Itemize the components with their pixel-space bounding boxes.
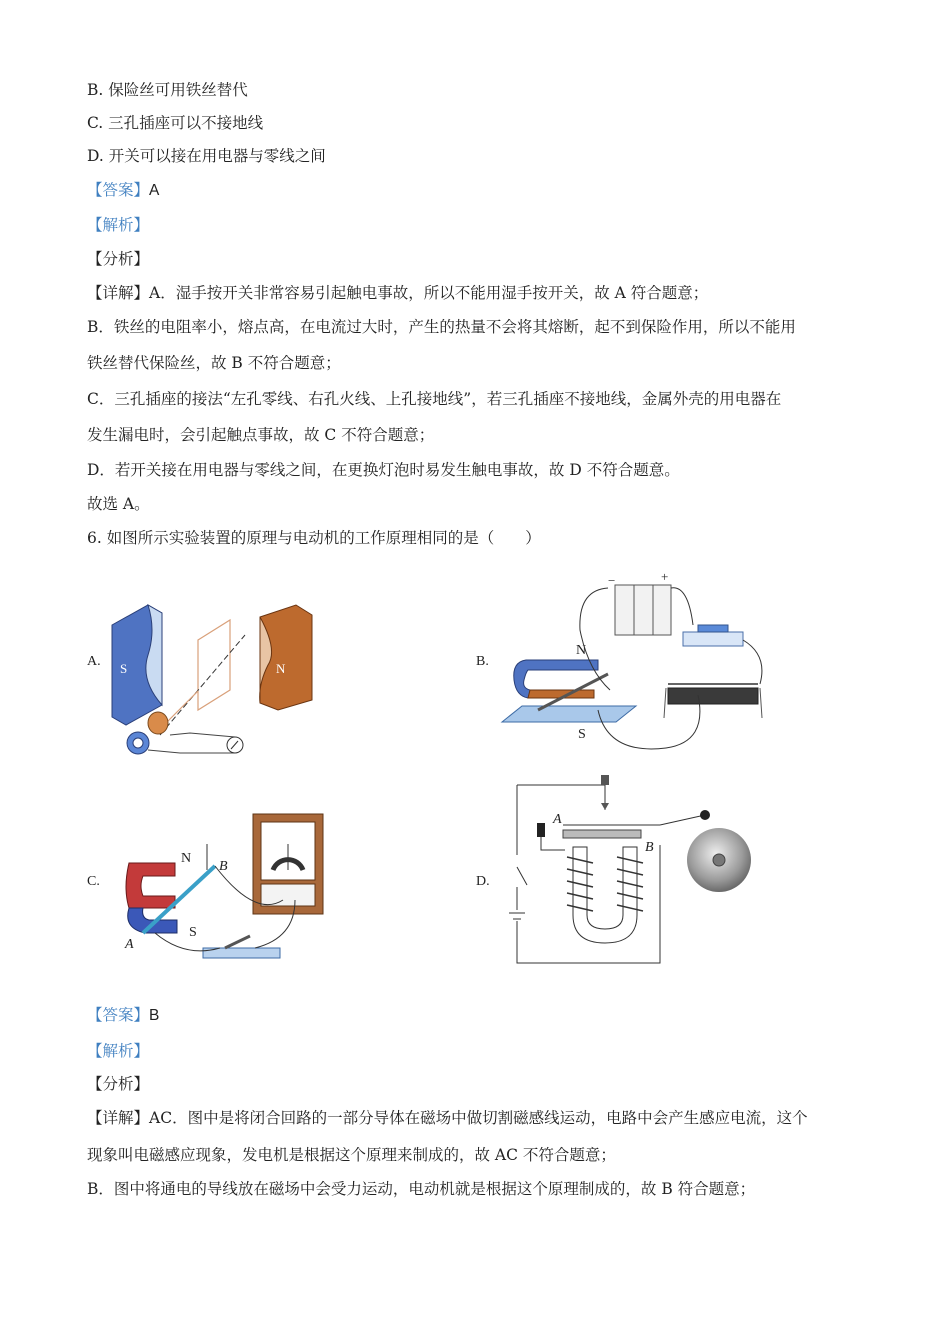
d-hammer (700, 810, 710, 820)
q5-detail-d: D．若开关接在用电器与零线之间，在更换灯泡时易发生触电事故，故 D 不符合题意。 (87, 461, 680, 479)
figure-d-label: D. (476, 874, 490, 889)
wire-b2 (671, 588, 693, 625)
q6-answer-value: B (149, 1007, 160, 1024)
q5-detail-b1: B．铁丝的电阻率小，熔点高，在电流过大时，产生的热量不会将其熔断，起不到保险作用，所以不能用 (87, 318, 796, 336)
answer-value: A (149, 182, 160, 199)
switch-lever (698, 625, 728, 632)
slip-ring-1 (148, 712, 168, 734)
c-magnet-s (128, 908, 177, 933)
b-pole-s: S (578, 727, 586, 742)
q6-fenxi-tag: 【分析】 (87, 1075, 150, 1093)
q5-fenxi-tag: 【分析】 (87, 250, 150, 268)
q6-detail-ac2: 现象叫电磁感应现象，发电机是根据这个原理来制成的，故 AC 不符合题意； (87, 1146, 616, 1164)
coil-lead (166, 691, 198, 723)
xiangjie-tag: 【详解】 (87, 284, 150, 302)
switch-base (683, 632, 743, 646)
galvanometer-terminals (261, 884, 315, 906)
c-point-a: A (125, 937, 134, 952)
coil-axis (160, 635, 245, 735)
coil-frame (198, 620, 230, 710)
battery (615, 585, 671, 635)
magnet-n-letter: N (276, 661, 286, 676)
c-magnet-n (126, 863, 175, 908)
q6-answer-tag: 【答案】 (87, 1006, 150, 1024)
figure-b-motor (498, 570, 788, 755)
detail-a: A．湿手按开关非常容易引起触电事故，所以不能用湿手按开关，故 A 符合题意； (149, 284, 709, 302)
b-pole-n: N (576, 643, 587, 658)
wire-a1 (170, 733, 235, 737)
c-point-b: B (219, 859, 228, 874)
d-contact-block (537, 823, 545, 837)
q5-conclusion: 故选 A。 (87, 495, 150, 513)
c-switch-lever (225, 936, 250, 948)
q6-xiangjie-tag: 【详解】 (87, 1109, 150, 1127)
magnet-s-letter: S (120, 661, 128, 676)
q5-detail-a-line (87, 282, 708, 304)
d-screw-tip (601, 803, 609, 810)
q5-option-d: D. 开关可以接在用电器与零线之间 (87, 147, 326, 165)
figure-c-label: C. (87, 874, 100, 889)
q5-detail-c1: C．三孔插座的接法“左孔零线、右孔火线、上孔接地线”，若三孔插座不接地线，金属外壳的用电器在 (87, 390, 782, 408)
battery-plus: + (661, 570, 669, 584)
q6-detail-ac1-line (87, 1107, 808, 1129)
d-screw-head (601, 775, 609, 785)
figure-a-generator (100, 595, 325, 765)
c-pole-n: N (181, 851, 192, 866)
q6-detail-ac1: AC．图中是将闭合回路的一部分导体在磁场中做切割磁感线运动，电路中会产生感应电流，这个 (149, 1109, 808, 1127)
d-point-b: B (645, 840, 654, 855)
rheostat-coil (668, 688, 758, 704)
q5-option-b: B. 保险丝可用铁丝替代 (87, 81, 248, 99)
d-wire-top (517, 785, 605, 810)
b-base-plate (502, 706, 636, 722)
q5-detail-b2: 铁丝替代保险丝，故 B 不符合题意； (87, 354, 341, 372)
q6-stem: 6. 如图所示实验装置的原理与电动机的工作原理相同的是（ ） (87, 529, 541, 547)
figure-a-label: A. (87, 654, 101, 669)
q5-option-c: C. 三孔插座可以不接地线 (87, 114, 264, 132)
q6-answer-line (87, 1004, 159, 1027)
d-armature (563, 830, 641, 838)
d-hammer-arm (660, 815, 705, 825)
slip-ring-2-center (133, 738, 143, 748)
figure-d-electric-bell (505, 775, 760, 970)
q5-answer-line (87, 179, 159, 202)
battery-minus: − (608, 573, 616, 588)
q5-jiexi-tag: 【解析】 (87, 216, 150, 234)
wire-b3 (743, 640, 762, 684)
d-bell-center (713, 854, 725, 866)
wire-a2 (148, 750, 235, 753)
figure-b-label: B. (476, 654, 489, 669)
q5-detail-c2: 发生漏电时，会引起触点事故，故 C 不符合题意； (87, 426, 435, 444)
c-pole-s: S (189, 925, 197, 940)
q6-detail-b: B．图中将通电的导线放在磁场中会受力运动，电动机就是根据这个原理制成的，故 B 符合题意； (87, 1180, 756, 1198)
q6-jiexi-tag: 【解析】 (87, 1042, 150, 1060)
d-switch (517, 867, 527, 885)
figure-c-induction (115, 808, 330, 963)
d-wire-coil (541, 837, 565, 850)
answer-tag: 【答案】 (87, 181, 150, 199)
d-point-a: A (553, 812, 562, 827)
